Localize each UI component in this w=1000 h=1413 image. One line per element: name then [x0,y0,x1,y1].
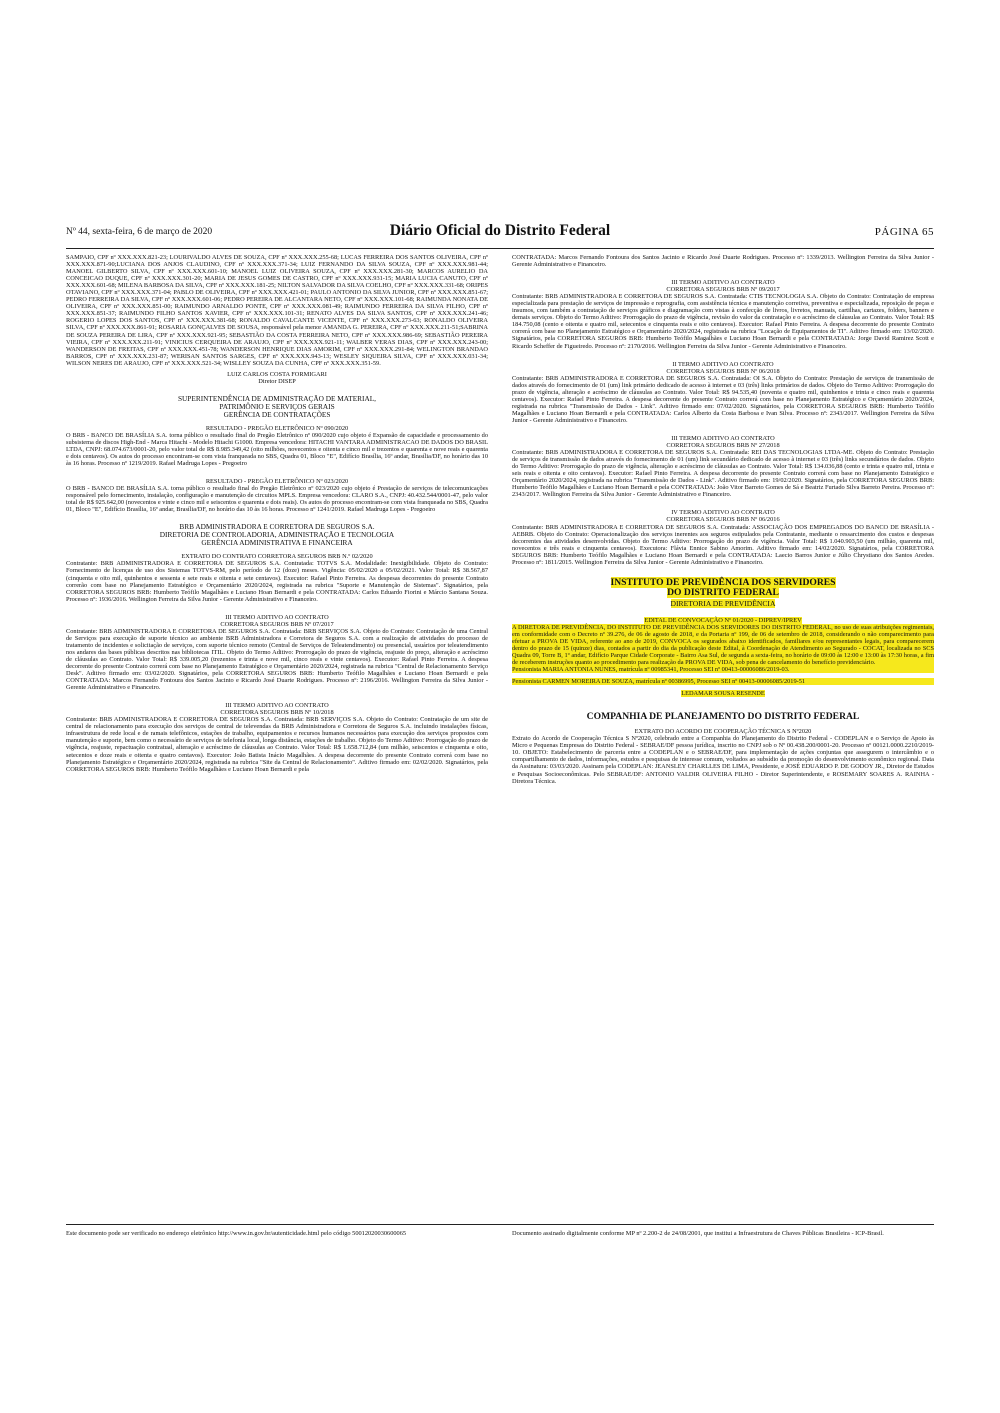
pensioner-entry: Pensionista CARMEN MOREIRA DE SOUZA, matrícula nº 00386995, Processo SEI nº 00413-00006085/2019-51 [512,678,934,685]
aditivo-title: III TERMO ADITIVO AO CONTRATO [225,702,329,710]
aditivo-subtitle: CORRETORA SEGUROS BRB Nº 10/2018 [220,709,334,717]
aditivo-subtitle: CORRETORA SEGUROS BRB Nº 07/2017 [220,620,334,628]
aditivo-subtitle: CORRETORA SEGUROS BRB Nº 06/2018 [666,367,780,375]
codeplan-text: Extrato do Acordo de Cooperação Técnica S Nº2020, celebrado entre a Companhia do Planejamento do Distrito Federal - CODEPLAN e o Serviço de Apoio às Micro e Pequenas Empresas do Distrito Federal - SEBRAE/DF pessoa jurídica, inscrito no CNPJ sob o Nº 00.438.200/0001-20. Processo nº 00121.0000.2210/2019-10. OBJETO: Estabelecimento de parceria entre a CODEPLAN e o SEBRAE/DF, para implementação de ações conjuntas que assegurem o intercâmbio e o compartilhamento de dados, informações, estudos e pesquisas de interesse comum, voltados ao subsídio da promoção do desenvolvimento econômico regional. Data da Assinatura: 03/03/2020. Assinam pela CODEPLAN: JEANSLEY CHARLLES DE LIMA, Presidente, e JOSÉ EDUARDO P. DE GODOY JR., Diretor de Estudos e Pesquisas Socioeconômicas. Pelo SEBRAE/DF: ANTONIO VALDIR OLIVEIRA FILHO - Diretor Superintendente, e ROSEMARY SOARES A. RAINHA - Diretora Técnica. [512,735,934,785]
edital-title: EDITAL DE CONVOCAÇÃO Nº 01/2020 - DIPREV/IPREV [644,616,802,624]
aditivo-text: Contratante: BRB ADMINISTRADORA E CORRETORA DE SEGUROS S.A. Contratada: BRB SERVIÇOS S.A. Objeto do Contrato: Contratação de um site de central de relacionamento para execução dos serviços de central de televendas da BRB Administradora e Corretora de Seguros S.A. incluindo instalações físicas, infraestrutura de rede local e de ramais telefônicos, estações de trabalho, equipamentos e recursos humanos necessários para execução dos serviços propostos com manutenção e suporte, bem como o necessário de serviços de telefonia local, longa distância, estações de trabalho. Objeto do Termo Aditivo: Prorrogação do prazo de vigência, reajuste, repactuação contratual, alteração e acréscimo de cláusulas ao Contrato. Valor Total: R$ 1.658.712,84 (um milhão, seiscentos e cinquenta e oito, setecentos e doze reais e oitenta e quatro centavos). Executor: João Batista Inácio Magalhães. A despesa decorrente do presente Contrato correrá com base no Planejamento Estratégico e Orçamentário 2020/2024, registrada na rubrica "Site da Central de Relacionamento". Aditivo firmado em: 02/02/2020. Signatários, pela CORRETORA SEGUROS BRB: Humberto Teófilo Magalhães e Luciano Hoan Bernardi e pela [66,716,488,773]
signer-role: Diretor DISEP [258,377,296,385]
section-head-material [66,395,488,419]
aditivo-title: III TERMO ADITIVO AO CONTRATO [225,613,329,621]
section-line: GERÊNCIA ADMINISTRATIVA E FINANCEIRA [201,538,353,548]
page-header [66,222,934,249]
ipdf-line: INSTITUTO DE PREVIDÊNCIA DOS SERVIDORES [610,576,836,588]
section-line: DIRETORIA DE CONTROLADORIA, ADMINISTRAÇÃO E TECNOLOGIA [159,530,395,540]
ipdf-subheading: DIRETORIA DE PREVIDÊNCIA [670,598,776,608]
ipdf-heading [512,578,934,599]
result2-text: O BRB - BANCO DE BRASÍLIA S.A. torna público o resultado final do Pregão Eletrônico nº 023/2020 cujo objeto é Prestação de serviços de telecomunicações responsável pelo fornecimento, instalação, configuração e manutenção de circuitos MPLS. Empresa vencedora: CLARO S.A., CNPJ: 40.432.544/0001-47, pelo valor total de R$ 925.642,00 (novecentos e vinte e cinco mil e seiscentos e quarenta e dois reais). Os autos do processo encontram-se com vista franqueada no SBS, Quadra 01, Bloco "E", Edifício Brasília, 16º andar, Brasília/DF, no horário das 10 às 16 horas. Processo nº 1241/2019. Rafael Madruga Lopes - Pregoeiro [66,485,488,514]
aditivo-text: Contratante: BRB ADMINISTRADORA E CORRETORA DE SEGUROS S.A. Contratada: BRB SERVIÇOS S.A. Objeto do Contrato: Contratação de uma Central de Serviços para execução de suporte técnico ao ambiente BRB Administradora e Corretora de Seguros S.A. com a realização de atividades do processo de tratamento de incidentes e solicitação de serviços, com suporte técnico remoto (Central de Serviços de Teleatendimento) ou presencial, usuários por teleatendimento nos andares das bases públicas descritos nas bibliotecas ITIL. Objeto do Termo Aditivo: Prorrogação do prazo de vigência, reajuste do preço, alteração e acréscimo de cláusulas ao Contrato. Valor Total: R$ 339.005,20 (trezentos e trinta e nove mil, cinco reais e vinte centavos). Executor: Rafael Pinto Ferreira. A despesa decorrente do presente Contrato correrá com base no Planejamento Estratégico e Orçamentário 2020/2024, registrada na rubrica "Central de Relacionamento Serviço Desk". Aditivo firmado em: 03/02/2020. Signatários, pela CORRETORA SEGUROS BRB: Humberto Teófilo Magalhães e Luciano Hoan Bernardi e pela CONTRATADA: Marcos Fernando Fontoura dos Santos Jacinto e Ricardo José Duarte Rodrigues. Processo nº: 2196/2016. Wellington Ferreira da Silva Junior - Gerente Administrativo e Financeiro. [66,627,488,692]
continuation-text: CONTRATADA: Marcos Fernando Fontoura dos Santos Jacinto e Ricardo José Duarte Rodrigues. Processo nº: 1339/2013. Wellington Ferreira da Silva Junior - Gerente Administrativo e Financeiro. [512,254,934,269]
aditivo-subtitle: CORRETORA SEGUROS BRB Nº 06/2016 [666,516,780,524]
aditivo-title: II TERMO ADITIVO AO CONTRATO [672,360,774,368]
section-line: GERÊNCIA DE CONTRATAÇÕES [223,409,331,419]
newspaper-title: Diário Oficial do Distrito Federal [389,222,611,239]
right-column [512,254,934,785]
newspaper-page [66,222,934,1272]
left-column [66,254,488,773]
section-line: BRB ADMINISTRADORA E CORRETORA DE SEGUROS S.A. [179,522,375,532]
footer-signature-note: Documento assinado digitalmente conforme MP nº 2.200-2 de 24/08/2001, que institui a Infraestrutura de Chaves Públicas Brasileira - ICP-Brasil. [512,1230,884,1237]
aditivo-title: IV TERMO ADITIVO AO CONTRATO [671,509,775,517]
extrato-text: Contratante: BRB ADMINISTRADORA E CORRETORA DE SEGUROS S.A. Contratada: TOTVS S.A. Modalidade: Inexigibilidade. Objeto do Contrato: Fornecimento de licenças de uso dos Sistemas TOTVS-RM, pelo período de 12 (doze) meses. Vigência: 05/02/2020 a 05/02/2021. Valor Total: R$ 38.567,87 (cinquenta e oito mil, quinhentos e sessenta e sete reais e oitenta e sete centavos). Executor: Rafael Pinto Ferreira. As despesas decorrentes do presente Contrato correrão com base no Planejamento Estratégico e Orçamentário 2020/2024, registrada na rubrica "Suporte e Manutenção de Sistemas". Signatários, pela CORRETORA SEGUROS BRB: Humberto Teófilo Magalhães e Luciano Hoan Bernardi e pela CONTRATADA: Carlos Eduardo Fiorini e Márcio Santana Souza. Processo nº: 1936/2016. Wellington Ferreira da Silva Junior - Gerente Administrativo e Financeiro. [66,560,488,603]
names-paragraph: SAMPAIO, CPF nº XXX.XXX.821-23; LOURIVALDO ALVES DE SOUZA, CPF nº XXX.XXX.255-68; LUCAS FERREIRA DOS SANTOS OLIVEIRA, CPF nº XXX.XXX.871-90;LUCIANA DOS ANJOS CLAUDINO, CPF nº XXX.XXX.371-34; LUIZ FERNANDO DA SILVA SOUZA, CPF nº XXX.XXX.981-44; MANOEL GILBERTO SILVA, CPF nº XXX.XXX.601-10; MANOEL LUIZ OLIVEIRA SOUZA, CPF nº XXX.XXX.281-30; MARCOS AURELIO DA CONCEICAO DUQUE, CPF nº XXX.XXX.301-20; MARIA DE JESUS GOMES DE CASTRO, CPF nº XXX.XXX.931-15; MARIA LUCIA CANUTO, CPF nº XXX.XXX.601-68; MILENA BARBOSA DA SILVA, CPF nº XXX.XXX.181-25; NILTON SALVADOR DA SILVA COELHO, CPF nº XXX.XXX.331-68; ORIPES OTAVIANO, CPF nº XXX.XXX.371-04; PABLO DE OLIVEIRA, CPF nº XXX.XXX.421-01; PAULO ANTONIO DA SILVA JUNIOR, CPF nº XXX.XXX.851-67; PEDRO FERREIRA DA SILVA, CPF nº XXX.XXX.601-06; PEDRO PEREIRA DE ALCANTARA NETO, CPF nº XXX.XXX.101-68; RAIMUNDA NONATA DE OLIVEIRA, CPF nº XXX.XXX.851-00; RAIMUNDO ARNALDO PONTE, CPF nº XXX.XXX.081-49; RAIMUNDO FERREIRA DA SILVA FILHO, CPF nº XXX.XXX.851-37; RAIMUNDO FILHO SANTOS XAVIER, CPF nº XXX.XXX.101-31; RENATO ALVES DA SILVA SANTOS, CPF nº XXX.XXX.241-46; ROGERIO LOPES DOS SANTOS, CPF nº XXX.XXX.381-68; RONALDO CAVALCANTE VICENTE, CPF nº XXX.XXX.273-63; RONALDO OLIVEIRA SILVA, CPF nº XXX.XXX.861-91; ROSARIA GONÇALVES DE SOUSA, responsável pela menor AMANDA G. PEREIRA, CPF nº XXX.XXX.211-51;SABRINA DE SOUZA PEREIRA DE LIRA, CPF nº XXX.XXX.921-95; SEBASTIÃO DA COSTA FERREIRA NETO, CPF nº XXX.XXX.986-69; SEBASTIÃO PEREIRA VIEIRA, CPF nº XXX.XXX.211-91; VINICIUS CERQUEIRA DE ARAUJO, CPF nº XXX.XXX.921-11; WALBER VERAS DIAS, CPF nº XXX.XXX.243-00; WANDERSON DE FREITAS, CPF nº XXX.XXX.451-78; WANDERSON HENRIQUE DIAS AMORIM, CPF nº XXX.XXX.291-84; WELINGTON BRANDAO BARROS, CPF nº XXX.XXX.231-87; WERISAN SANTOS SARGES, CPF nº XXX.XXX.943-13; WESLEY SIQUEIRA SILVA, CPF nº XXX.XXX.031-34; WILSON NERES DE ARAUJO, CPF nº XXX.XXX.521-34; WISLLEY SOUZA DA CUNHA, CPF nº XXX.XXX.351-59. [66,254,488,367]
pensioner-entry: Pensionista MARIA ANTONIA NUNES, matrícula nº 00985341, Processo SEI nº 00413-00006086/2019-03. [512,666,934,673]
codeplan-extrato-title: EXTRATO DO ACORDO DE COOPERAÇÃO TÉCNICA S Nº2020 [634,728,812,736]
aditivo-subtitle: CORRETORA SEGUROS BRB Nº 09/2017 [666,286,780,294]
edital-signer: LEDAMAR SOUSA RESENDE [681,690,765,698]
result1-title: RESULTADO - PREGÃO ELETRÔNICO Nº 090/2020 [205,424,349,432]
result2-title: RESULTADO - PREGÃO ELETRÔNICO Nº 023/2020 [205,478,349,486]
aditivo-text: Contratante: BRB ADMINISTRADORA E CORRETORA DE SEGUROS S.A. Contratada: OI S.A. Objeto do Contrato: Prestação de serviços de transmissão de dados através do fornecimento de 01 (um) link primário dedicado de acesso à internet e 03 (três) links primários de dados. Objeto do Termo Aditivo: Prorrogação do prazo de vigência, alteração e acréscimo de cláusulas ao Contrato. Valor Total: R$ 94.535,40 (noventa e quatro mil, quinhentos e trinta e cinco reais e quarenta centavos). Executor: Rafael Pinto Ferreira. A despesa decorrente do presente Contrato correrá com base no Planejamento Estratégico e Orçamentário 2020/2024, registrada na rubrica "Transmissão de Dados - Link". Aditivo firmado em: 07/02/2020. Signatários, pela CORRETORA SEGUROS BRB: Humberto Teófilo Magalhães e Luciano Hoan Bernardi e pela CONTRATADA: Carlos Alberto da Costa Barbosa e Ivan Silva. Processo nº: 2343/2017. Wellington Ferreira da Silva Junior - Gerente Administrativo e Financeiro. [512,374,934,424]
issue-info: Nº 44, sexta-feira, 6 de março de 2020 [66,227,213,237]
page-number: PÁGINA 65 [874,226,934,238]
page-footer [66,1224,934,1237]
section-head-brb [66,523,488,547]
footer-verification: Este documento pode ser verificado no endereço eletrônico http://www.in.gov.br/autenticidade.html pelo código 50012020030600065 [66,1230,407,1237]
aditivo-title: III TERMO ADITIVO AO CONTRATO [671,434,775,442]
aditivo-text: Contratante: BRB ADMINISTRADORA E CORRETORA DE SEGUROS S.A. Contratada: ASSOCIAÇÃO DOS EMPREGADOS DO BANCO DE BRASÍLIA - AEBRB. Objeto do Contrato: Operacionalização dos serviços inerentes aos seguros estipulados pela Contratante, mediante o ressarcimento dos custos e despesas decorrentes das atividades desenvolvidas. Objeto do Termo Aditivo: Prorrogação do prazo de vigência. Valor Total: R$ 1.040.903,50 (um milhão, quarenta mil, novecentos e três reais e cinquenta centavos). Executora: Flávia Ennice Sabino Amorim. Aditivo firmado em: 14/02/2020. Signatários, pela CORRETORA SEGUROS BRB: Humberto Teófilo Magalhães e Luciano Hoan Bernardi e pela CONTRATADA: Laecio Barros Junior e Júlio Chrystiano dos Santos Aredes. Processo nº: 1811/2015. Wellington Ferreira da Silva Junior - Gerente Administrativo e Financeiro. [512,523,934,566]
extrato-title: EXTRATO DO CONTRATO CORRETORA SEGUROS BRB N.º 02/2020 [181,553,373,561]
codeplan-heading: COMPANHIA DE PLANEJAMENTO DO DISTRITO FEDERAL [586,711,860,723]
aditivo-title: III TERMO ADITIVO AO CONTRATO [671,279,775,287]
aditivo-text: Contratante: BRB ADMINISTRADORA E CORRETORA DE SEGUROS S.A. Contratada: REI DAS TECNOLOGIAS LTDA-ME. Objeto do Contrato: Prestação de serviços de transmissão de dados através do fornecimento de 01 (um) link secundário dedicado de acesso à internet e 03 (três) links secundários de dados. Objeto do Termo Aditivo: Prorrogação do prazo de vigência, alteração e acréscimo de cláusulas ao Contrato. Valor Total: R$ 134.036,88 (cento e trinta e quatro mil, trinta e seis reais e oitenta e oito centavos). Executor: Rafael Pinto Ferreira. A despesa decorrente do presente Contrato correrá com base no Planejamento Estratégico e Orçamentário 2020/2024, registrada na rubrica "Transmissão de Dados - Link". Aditivo firmado em: 19/02/2020. Signatários, pela CORRETORA SEGUROS BRB: Humberto Teófilo Magalhães e Luciano Hoan Bernardi e pela CONTRATADA: João Vitor Barreto Gomes de Sá e Beatriz Furtado Silva Barreto Pereira. Processo nº: 2343/2017. Wellington Ferreira da Silva Junior - Gerente Administrativo e Financeiro. [512,449,934,499]
aditivo-text: Contratante: BRB ADMINISTRADORA E CORRETORA DE SEGUROS S.A. Contratada: CTIS TECNOLOGIA S.A. Objeto do Contrato: Contratação de empresa especializada para prestação de serviços de impressão e reprografia, com assistência técnica e manutenção corretiva, preventiva e especializada, reposição de peças e insumos, com também a contratação de serviços gráficos e diagramação com vistas à confecção de livros, livretos, manuais, cartilhas, cartazes, folders, banners e demais serviços. Objeto do Termo Aditivo: Prorrogação do prazo de vigência, revisão do valor da contratação e o acréscimo de cláusulas ao Contrato. Valor Total: R$ 184.750,08 (cento e oitenta e quatro mil, setecentos e cinquenta reais e oito centavos). Executor: Rafael Pinto Ferreira. A despesa decorrente do presente Contrato correrá com base no Planejamento Estratégico e Orçamentário 2020/2024, registrada na rubrica "Locação de Equipamentos de TI". Aditivo firmado em: 13/02/2020. Signatários, pela CORRETORA SEGUROS BRB: Humberto Teófilo Magalhães e Luciano Hoan Bernardi e pela CONTRATADA: Jorge David Ramirez Scott e Ricardo Scheffer de Figueiredo. Processo nº: 2170/2016. Wellington Ferreira da Silva Junior - Gerente Administrativo e Financeiro. [512,293,934,350]
edital-text: A DIRETORA DE PREVIDÊNCIA, DO INSTITUTO DE PREVIDÊNCIA DOS SERVIDORES DO DISTRITO FEDERAL, no uso de suas atribuições regimentais, em conformidade com o Decreto nº 39.276, de 06 de agosto de 2018, e da Portaria nº 199, de 06 de setembro de 2018, considerando o não comparecimento para efetuar a PROVA DE VIDA, referente ao ano de 2019, CONVOCA os segurados abaixo identificados, familiares e/ou representantes legais, para comparecerem dentro do prazo de 15 (quinze) dias, contados a partir do dia da publicação deste Edital, à Coordenação de Atendimento ao Segurado - COCAT, localizada no SCS Quadra 09, Torre B, 1º andar, Edifício Parque Cidade Corporate - Bairro Asa Sul, de segunda a sexta-feira, no horário de 09:00 às 12:00 e 13:00 às 17:30 horas, a fim de receberem instruções quanto ao procedimento para realização da PROVA DE VIDA, sob pena de cancelamento do benefício previdenciário. [512,623,934,667]
section-line: SUPERINTENDÊNCIA DE ADMINISTRAÇÃO DE MATERIAL, [177,393,377,403]
signer-name: LUIZ CARLOS COSTA FORMIGARI [227,370,327,378]
result1-text: O BRB - BANCO DE BRASÍLIA S.A. torna público o resultado final do Pregão Eletrônico nº 090/2020 cujo objeto é Expansão de capacidade e processamento do subsistema de discos High-End - Marca Hitachi - Modelo Hitachi G1000. Empresa vencedora: HITACHI VANTARA ADMINISTRACAO DE DADOS DO BRASIL LTDA, CNPJ: 68.074.673/0001-20, pelo valor total de R$ 8.985.349,42 (oito milhões, novecentos e oitenta e cinco mil e trezentos e quarenta e nove reais e quarenta e dois centavos). Os autos do processo encontram-se com vista franqueada no SBS, Quadra 01, Bloco "E", Edifício Brasília, 16º andar, Brasília/DF, no horário das 10 às 16 horas. Processo nº 1219/2019. Rafael Madruga Lopes - Pregoeiro [66,431,488,468]
aditivo-subtitle: CORRETORA SEGUROS BRB Nº 27/2018 [666,442,780,450]
section-line: PATRIMÔNIO E SERVIÇOS GERAIS [219,401,335,411]
ipdf-line: DO DISTRITO FEDERAL [667,587,779,599]
